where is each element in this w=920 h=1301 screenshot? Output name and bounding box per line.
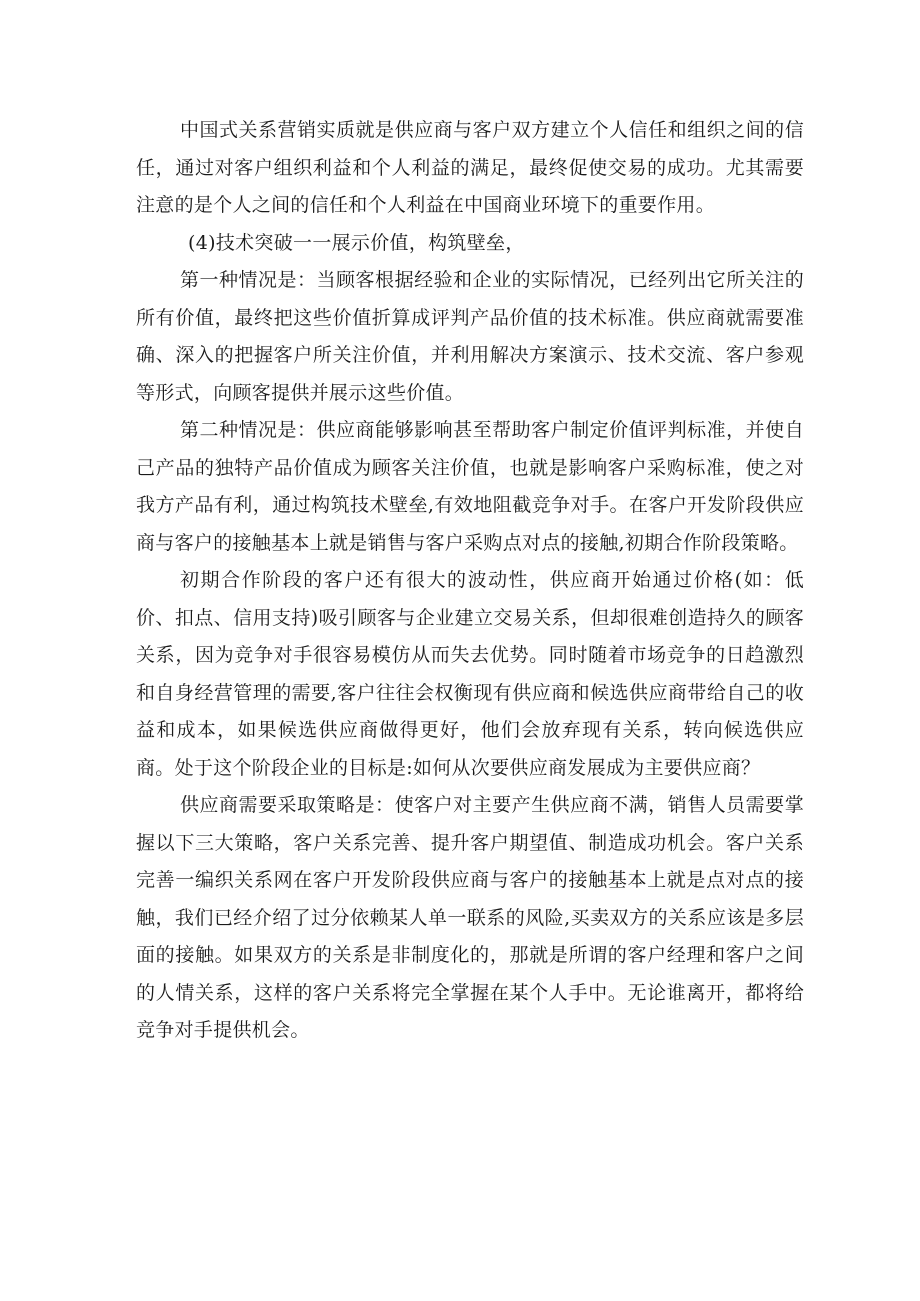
section-heading-technical-breakthrough: (4)技术突破一一展示价值，构筑壁垒， [188,231,525,254]
paragraph-first-situation: 第一种情况是：当顾客根据经验和企业的实际情况，已经列出它所关注的所有价值，最终把这些价值折算成评判产品价值的技术标准。供应商就需要准确、深入的把握客户所关注价值，并利用解决方案演示、技术交流、客户参观等形式，向顾客提供并展示这些价值。 [136,269,804,404]
paragraph-relationship-marketing: 中国式关系营销实质就是供应商与客户双方建立个人信任和组织之间的信任，通过对客户组织利益和个人利益的满足，最终促使交易的成功。尤其需要注意的是个人之间的信任和个人利益在中国商业环境下的重要作用。 [136,119,804,216]
paragraph-supplier-strategy: 供应商需要采取策略是：使客户对主要产生供应商不满，销售人员需要掌握以下三大策略，客户关系完善、提升客户期望值、制造成功机会。客户关系完善一编织关系网在客户开发阶段供应商与客户的接触基本上就是点对点的接触，我们已经介绍了过分依赖某人单一联系的风险,买卖双方的关系应该是多层面的接触。如果双方的关系是非制度化的，那就是所谓的客户经理和客户之间的人情关系，这样的客户关系将完全掌握在某个人手中。无论谁离开，都将给竞争对手提供机会。 [136,794,804,1041]
paragraph-second-situation: 第二种情况是：供应商能够影响甚至帮助客户制定价值评判标准，并使自己产品的独特产品价值成为顾客关注价值，也就是影响客户采购标准，使之对我方产品有利，通过构筑技术壁垒,有效地阻截竞争对手。在客户开发阶段供应商与客户的接触基本上就是销售与客户采购点对点的接触,初期合作阶段策略。 [136,419,804,554]
document-body [136,112,804,1050]
paragraph-initial-cooperation: 初期合作阶段的客户还有很大的波动性，供应商开始通过价格(如：低价、扣点、信用支持)吸引顾客与企业建立交易关系，但却很难创造持久的顾客关系，因为竞争对手很容易模仿从而失去优势。同时随着市场竞争的日趋激烈和自身经营管理的需要,客户往往会权衡现有供应商和候选供应商带给自己的收益和成本，如果候选供应商做得更好，他们会放弃现有关系，转向候选供应商。处于这个阶段企业的目标是:如何从次要供应商发展成为主要供应商？ [136,569,804,779]
